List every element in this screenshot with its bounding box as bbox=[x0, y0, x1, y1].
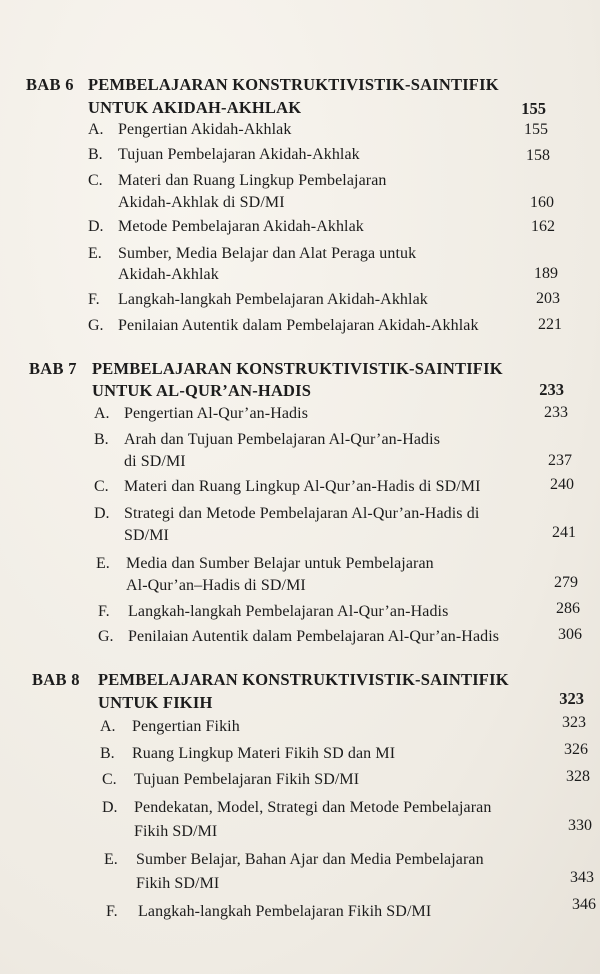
entry-page: 343 bbox=[570, 869, 594, 886]
entry-letter: B. bbox=[94, 431, 109, 448]
entry-page: 330 bbox=[568, 817, 592, 834]
entry-letter: B. bbox=[100, 745, 115, 762]
entry-text: Akidah-Akhlak bbox=[118, 266, 219, 283]
entry-letter: F. bbox=[106, 903, 118, 920]
entry-page: 160 bbox=[530, 194, 554, 211]
entry-letter: A. bbox=[88, 121, 104, 138]
entry-letter: F. bbox=[88, 291, 100, 308]
entry-text: Penilaian Autentik dalam Pembelajaran Al-Qur’an-Hadis bbox=[128, 628, 500, 645]
entry-page: 233 bbox=[544, 404, 568, 421]
chapter-title-line1: PEMBELAJARAN KONSTRUKTIVISTIK-SAINTIFIK bbox=[88, 75, 499, 94]
chapter-page: 233 bbox=[539, 380, 564, 399]
entry-letter: B. bbox=[88, 146, 103, 163]
chapter-page: 155 bbox=[521, 99, 546, 118]
entry-text: di SD/MI bbox=[124, 453, 186, 470]
entry-letter: F. bbox=[98, 603, 110, 620]
chapter-number: BAB 7 bbox=[29, 359, 77, 378]
entry-text: Metode Pembelajaran Akidah-Akhlak bbox=[118, 218, 364, 235]
entry-text: Arah dan Tujuan Pembelajaran Al-Qur’an-Hadis bbox=[124, 431, 441, 448]
entry-page: 203 bbox=[536, 290, 560, 307]
entry-text: Media dan Sumber Belajar untuk Pembelajaran bbox=[126, 555, 434, 572]
chapter-title-line1: PEMBELAJARAN KONSTRUKTIVISTIK-SAINTIFIK bbox=[98, 670, 509, 689]
entry-text: Sumber Belajar, Bahan Ajar dan Media Pembelajaran bbox=[136, 851, 484, 868]
entry-text: Fikih SD/MI bbox=[136, 875, 220, 892]
entry-text: Langkah-langkah Pembelajaran Akidah-Akhlak bbox=[118, 291, 428, 308]
entry-page: 189 bbox=[534, 265, 558, 282]
entry-page: 328 bbox=[566, 768, 590, 785]
entry-text: Penilaian Autentik dalam Pembelajaran Akidah-Akhlak bbox=[118, 317, 479, 334]
entry-letter: G. bbox=[98, 628, 114, 645]
entry-letter: A. bbox=[94, 405, 110, 422]
chapter-page: 323 bbox=[559, 689, 584, 708]
entry-letter: E. bbox=[88, 245, 102, 262]
entry-text: Pengertian Al-Qur’an-Hadis bbox=[124, 405, 309, 422]
entry-text: Langkah-langkah Pembelajaran Al-Qur’an-Hadis bbox=[128, 603, 449, 620]
entry-text: Tujuan Pembelajaran Akidah-Akhlak bbox=[118, 146, 360, 163]
entry-letter: D. bbox=[88, 218, 104, 235]
chapter-title-line1: PEMBELAJARAN KONSTRUKTIVISTIK-SAINTIFIK bbox=[92, 359, 503, 378]
entry-page: 241 bbox=[552, 524, 576, 541]
chapter-number: BAB 6 bbox=[26, 75, 74, 94]
chapter-number: BAB 8 bbox=[32, 670, 80, 689]
entry-text: Pengertian Fikih bbox=[132, 718, 240, 735]
entry-letter: C. bbox=[102, 771, 117, 788]
entry-text: Materi dan Ruang Lingkup Pembelajaran bbox=[118, 172, 387, 189]
entry-letter: C. bbox=[94, 478, 109, 495]
entry-page: 221 bbox=[538, 316, 562, 333]
entry-page: 279 bbox=[554, 574, 578, 591]
entry-text: Strategi dan Metode Pembelajaran Al-Qur’an-Hadis di bbox=[124, 505, 480, 522]
entry-page: 162 bbox=[531, 218, 555, 235]
entry-letter: E. bbox=[96, 555, 110, 572]
entry-text: Tujuan Pembelajaran Fikih SD/MI bbox=[134, 771, 360, 788]
entry-letter: C. bbox=[88, 172, 103, 189]
entry-text: Ruang Lingkup Materi Fikih SD dan MI bbox=[132, 745, 396, 762]
entry-text: Sumber, Media Belajar dan Alat Peraga untuk bbox=[118, 245, 417, 262]
entry-letter: E. bbox=[104, 851, 118, 868]
entry-page: 158 bbox=[526, 147, 550, 164]
entry-page: 323 bbox=[562, 714, 586, 731]
entry-text: Materi dan Ruang Lingkup Al-Qur’an-Hadis di SD/MI bbox=[124, 478, 481, 495]
entry-text: Al-Qur’an–Hadis di SD/MI bbox=[126, 577, 306, 594]
entry-text: Akidah-Akhlak di SD/MI bbox=[118, 194, 285, 211]
entry-page: 286 bbox=[556, 600, 580, 617]
chapter-title-line2: UNTUK FIKIH bbox=[98, 693, 213, 712]
entry-letter: G. bbox=[88, 317, 104, 334]
entry-page: 240 bbox=[550, 476, 574, 493]
entry-text: Pendekatan, Model, Strategi dan Metode Pembelajaran bbox=[134, 799, 492, 816]
entry-page: 326 bbox=[564, 741, 588, 758]
entry-text: SD/MI bbox=[124, 527, 169, 544]
entry-page: 306 bbox=[558, 626, 582, 643]
chapter-title-line2: UNTUK AKIDAH-AKHLAK bbox=[88, 98, 302, 117]
chapter-title-line2: UNTUK AL-QUR’AN-HADIS bbox=[92, 381, 312, 400]
entry-page: 155 bbox=[524, 121, 548, 138]
entry-text: Fikih SD/MI bbox=[134, 823, 218, 840]
entry-letter: D. bbox=[102, 799, 118, 816]
entry-text: Pengertian Akidah-Akhlak bbox=[118, 121, 292, 138]
entry-text: Langkah-langkah Pembelajaran Fikih SD/MI bbox=[138, 903, 432, 920]
entry-letter: A. bbox=[100, 718, 116, 735]
entry-page: 237 bbox=[548, 452, 572, 469]
entry-letter: D. bbox=[94, 505, 110, 522]
entry-page: 346 bbox=[572, 896, 596, 913]
